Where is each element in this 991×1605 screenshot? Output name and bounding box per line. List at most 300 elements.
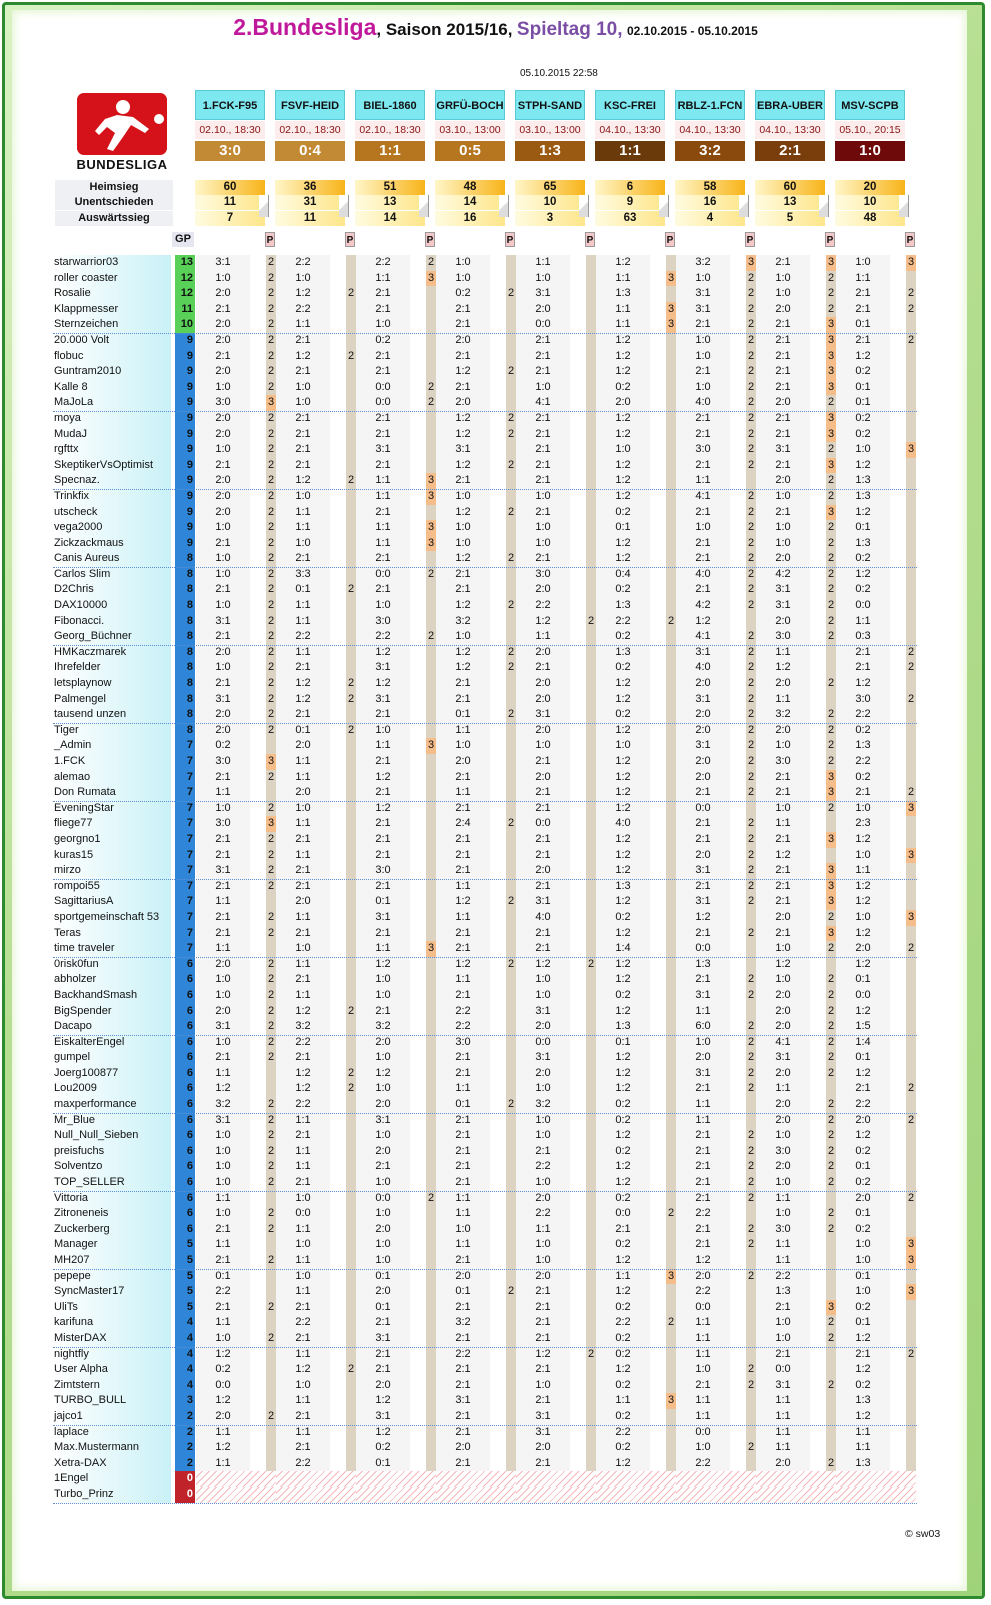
tip-points <box>266 1269 276 1285</box>
tip-points: 3 <box>826 832 836 848</box>
tip-cell: 1:2 <box>356 770 410 786</box>
empty-tip-cell <box>596 1471 676 1487</box>
tip-cell: 0:2 <box>596 1378 650 1394</box>
tip-points <box>746 1315 756 1331</box>
table-row <box>53 707 917 723</box>
player-points: 8 <box>175 676 195 692</box>
tip-points <box>826 1347 836 1363</box>
tip-cell: 3:1 <box>756 1050 810 1066</box>
tip-points: 3 <box>826 505 836 521</box>
tip-points <box>506 489 516 505</box>
player-name: letsplaynow <box>53 676 171 692</box>
tip-points: 2 <box>826 1175 836 1191</box>
tip-cell: 1:2 <box>596 489 650 505</box>
tip-cell: 1:0 <box>516 988 570 1004</box>
tip-cell: 0:1 <box>596 520 650 536</box>
tip-cell: 2:1 <box>356 1004 410 1020</box>
tip-cell: 3:2 <box>356 1019 410 1035</box>
tip-points <box>666 785 676 801</box>
player-name: Carlos Slim <box>53 567 171 583</box>
tip-points <box>906 879 916 895</box>
tip-cell: 1:0 <box>836 801 890 817</box>
game-name: EBRA-UBER <box>755 90 825 120</box>
player-name: Tiger <box>53 723 171 739</box>
tip-points <box>586 255 596 271</box>
tip-points <box>666 1440 676 1456</box>
tip-cell: 3:1 <box>516 1409 570 1425</box>
tip-cell: 1:1 <box>276 1159 330 1175</box>
tip-points <box>426 551 436 567</box>
tip-cell: 1:2 <box>836 505 890 521</box>
tip-points: 2 <box>266 411 276 427</box>
tip-cell: 2:0 <box>596 395 650 411</box>
tip-cell: 1:1 <box>356 520 410 536</box>
player-points: 2 <box>175 1440 195 1456</box>
tip-cell: 1:0 <box>756 489 810 505</box>
tip-cell: 3:1 <box>676 645 730 661</box>
empty-tip-cell <box>276 1487 356 1503</box>
tip-points <box>586 1409 596 1425</box>
tip-cell: 1:1 <box>276 910 330 926</box>
player-points: 3 <box>175 1393 195 1409</box>
tip-cell: 1:1 <box>356 536 410 552</box>
table-row <box>53 972 917 988</box>
table-row <box>53 536 917 552</box>
tip-points <box>426 442 436 458</box>
tip-points <box>346 785 356 801</box>
tip-cell: 1:0 <box>756 941 810 957</box>
game-name: GRFÜ-BOCH <box>435 90 505 120</box>
fold-corner <box>899 195 909 217</box>
tip-points <box>746 1004 756 1020</box>
tip-points <box>266 738 276 754</box>
tip-points: 3 <box>666 302 676 318</box>
game-date: 04.10., 13:30 <box>675 121 745 139</box>
tip-cell: 2:2 <box>436 1019 490 1035</box>
tip-points: 3 <box>426 271 436 287</box>
tip-cell: 1:2 <box>596 1004 650 1020</box>
update-timestamp: 05.10.2015 22:58 <box>520 68 598 79</box>
tip-cell: 2:1 <box>756 1347 810 1363</box>
tip-points <box>346 1019 356 1035</box>
player-points: 11 <box>175 302 195 318</box>
tip-points: 3 <box>826 427 836 443</box>
tip-cell: 3:1 <box>196 692 250 708</box>
tip-points <box>346 1222 356 1238</box>
game-result: 3:0 <box>195 141 265 161</box>
tip-cell: 1:2 <box>356 801 410 817</box>
table-row <box>53 255 917 271</box>
tip-points <box>346 926 356 942</box>
tip-points <box>266 1393 276 1409</box>
tip-cell: 2:1 <box>356 505 410 521</box>
table-row <box>53 1425 917 1441</box>
tip-cell: 2:0 <box>436 395 490 411</box>
player-points: 8 <box>175 629 195 645</box>
table-row <box>53 1019 917 1035</box>
tip-points <box>586 1440 596 1456</box>
tip-cell: 2:2 <box>436 1347 490 1363</box>
tip-cell: 2:3 <box>836 816 890 832</box>
tip-points <box>906 317 916 333</box>
tip-points: 2 <box>746 536 756 552</box>
tip-cell: 1:0 <box>676 1362 730 1378</box>
tip-cell: 1:1 <box>756 1081 810 1097</box>
tip-cell: 2:1 <box>196 848 250 864</box>
tip-cell: 2:0 <box>836 941 890 957</box>
tip-points: 3 <box>826 380 836 396</box>
tip-points: 3 <box>426 520 436 536</box>
tip-cell: 2:1 <box>676 926 730 942</box>
player-points: 7 <box>175 863 195 879</box>
tip-cell: 1:2 <box>756 957 810 973</box>
tip-cell: 1:0 <box>356 1237 410 1253</box>
tip-cell: 2:1 <box>516 1393 570 1409</box>
table-row <box>53 489 917 505</box>
tip-points: 2 <box>266 910 276 926</box>
tip-points: 2 <box>746 863 756 879</box>
tip-points <box>586 395 596 411</box>
tip-cell: 1:1 <box>436 1191 490 1207</box>
group-separator <box>53 567 917 568</box>
tip-cell: 0:1 <box>836 1206 890 1222</box>
tip-cell: 2:1 <box>436 1253 490 1269</box>
tip-points <box>346 536 356 552</box>
tip-cell: 3:1 <box>676 1066 730 1082</box>
player-points: 6 <box>175 1081 195 1097</box>
tip-points <box>426 645 436 661</box>
player-points: 6 <box>175 1113 195 1129</box>
table-row <box>53 1004 917 1020</box>
tip-cell: 1:3 <box>596 286 650 302</box>
tip-cell: 2:0 <box>516 1269 570 1285</box>
tip-points <box>906 536 916 552</box>
draw-count: 13 <box>755 195 825 210</box>
tip-points <box>506 1144 516 1160</box>
tip-points <box>666 863 676 879</box>
player-points: 2 <box>175 1425 195 1441</box>
tip-points <box>586 302 596 318</box>
tip-points: 2 <box>266 1409 276 1425</box>
player-points: 9 <box>175 442 195 458</box>
tip-points <box>586 738 596 754</box>
tip-points <box>506 1269 516 1285</box>
tip-cell: 0:2 <box>836 723 890 739</box>
tip-points <box>506 879 516 895</box>
tip-cell: 1:1 <box>196 1315 250 1331</box>
tip-points <box>346 645 356 661</box>
tip-cell: 3:0 <box>756 1222 810 1238</box>
tip-points: 2 <box>346 286 356 302</box>
tip-points: 2 <box>746 785 756 801</box>
tip-cell: 2:1 <box>356 926 410 942</box>
tip-points <box>426 1409 436 1425</box>
tip-points <box>346 395 356 411</box>
tip-cell: 2:1 <box>436 302 490 318</box>
tip-points: 2 <box>826 972 836 988</box>
tip-points <box>426 411 436 427</box>
tip-cell: 2:1 <box>436 770 490 786</box>
tip-cell: 1:2 <box>596 458 650 474</box>
tip-cell: 2:0 <box>756 1159 810 1175</box>
tip-points <box>666 1378 676 1394</box>
tip-cell: 3:0 <box>196 395 250 411</box>
tip-cell: 1:0 <box>276 1191 330 1207</box>
player-name: 1Engel <box>53 1471 171 1487</box>
tip-points <box>346 317 356 333</box>
tip-cell: 3:1 <box>516 1050 570 1066</box>
tip-points <box>666 1456 676 1472</box>
tip-cell: 1:0 <box>436 629 490 645</box>
tip-points <box>426 816 436 832</box>
player-name: UliTs <box>53 1300 171 1316</box>
tip-cell: 2:1 <box>756 832 810 848</box>
player-points: 7 <box>175 754 195 770</box>
table-row <box>53 598 917 614</box>
table-row <box>53 349 917 365</box>
tip-points: 2 <box>906 645 916 661</box>
player-points: 9 <box>175 473 195 489</box>
tip-cell: 2:1 <box>516 364 570 380</box>
table-row <box>53 1331 917 1347</box>
tip-points <box>506 723 516 739</box>
tip-cell: 2:1 <box>276 333 330 349</box>
tip-points <box>666 629 676 645</box>
tip-points <box>666 770 676 786</box>
tip-cell: 1:2 <box>836 957 890 973</box>
tip-cell: 2:0 <box>516 1066 570 1082</box>
tip-points: 2 <box>746 988 756 1004</box>
tip-points: 2 <box>746 505 756 521</box>
tip-points: 2 <box>906 1191 916 1207</box>
tip-points <box>666 1050 676 1066</box>
tip-cell: 2:0 <box>756 551 810 567</box>
player-points: 6 <box>175 1066 195 1082</box>
tip-cell: 2:2 <box>836 754 890 770</box>
tip-points <box>666 1019 676 1035</box>
tip-cell: 1:2 <box>596 848 650 864</box>
tip-points <box>266 1378 276 1394</box>
table-row <box>53 770 917 786</box>
tip-cell: 2:0 <box>356 1378 410 1394</box>
tip-cell: 0:2 <box>836 1144 890 1160</box>
tip-cell: 0:1 <box>596 1035 650 1051</box>
tip-cell: 4:0 <box>676 567 730 583</box>
tip-cell: 1:0 <box>516 536 570 552</box>
tip-points <box>746 1206 756 1222</box>
tip-cell: 1:2 <box>756 848 810 864</box>
tip-points <box>426 333 436 349</box>
tip-points: 2 <box>266 349 276 365</box>
tip-points: 2 <box>506 286 516 302</box>
tip-points <box>506 629 516 645</box>
tip-points: 2 <box>746 302 756 318</box>
player-name: tausend unzen <box>53 707 171 723</box>
tip-cell: 1:2 <box>596 551 650 567</box>
tip-cell: 1:1 <box>196 1237 250 1253</box>
fold-corner <box>419 195 429 217</box>
table-row <box>53 286 917 302</box>
away-win-count: 11 <box>275 211 345 226</box>
group-separator <box>53 1503 917 1504</box>
tip-points <box>906 894 916 910</box>
tip-cell: 2:1 <box>436 1175 490 1191</box>
empty-tip-cell <box>756 1471 836 1487</box>
tip-cell: 2:1 <box>836 1081 890 1097</box>
tip-cell: 0:1 <box>836 380 890 396</box>
tip-cell: 2:0 <box>756 614 810 630</box>
tip-points <box>426 1315 436 1331</box>
tip-cell: 2:1 <box>516 427 570 443</box>
tip-cell: 3:0 <box>836 692 890 708</box>
tip-cell: 2:1 <box>516 505 570 521</box>
player-name: Canis Aureus <box>53 551 171 567</box>
tip-points <box>586 333 596 349</box>
tip-points <box>906 1315 916 1331</box>
tip-points <box>426 692 436 708</box>
fold-corner <box>339 195 349 217</box>
tip-points: 2 <box>266 676 276 692</box>
tip-cell: 2:1 <box>676 458 730 474</box>
tip-points <box>506 395 516 411</box>
tip-points <box>906 1300 916 1316</box>
tip-points: 3 <box>826 333 836 349</box>
tip-cell: 2:0 <box>276 738 330 754</box>
tip-cell: 1:1 <box>276 1284 330 1300</box>
tip-points: 2 <box>746 271 756 287</box>
tip-points: 3 <box>906 442 916 458</box>
tip-cell: 2:0 <box>356 1284 410 1300</box>
tip-cell: 1:0 <box>196 1035 250 1051</box>
tip-cell: 1:2 <box>356 1393 410 1409</box>
tip-points <box>906 629 916 645</box>
tip-cell: 1:2 <box>276 1362 330 1378</box>
tip-cell: 2:1 <box>756 427 810 443</box>
tip-points: 2 <box>746 754 756 770</box>
tip-points <box>826 1440 836 1456</box>
group-separator <box>53 1425 917 1426</box>
tip-points <box>906 738 916 754</box>
group-separator <box>53 879 917 880</box>
tip-cell: 1:2 <box>836 676 890 692</box>
tip-cell: 2:2 <box>356 255 410 271</box>
tip-points: 2 <box>746 364 756 380</box>
tip-points <box>426 1206 436 1222</box>
tip-cell: 1:0 <box>356 1253 410 1269</box>
tip-points <box>826 816 836 832</box>
tip-cell: 1:0 <box>676 349 730 365</box>
player-points: 12 <box>175 271 195 287</box>
tip-cell: 2:0 <box>756 910 810 926</box>
group-separator <box>53 489 917 490</box>
tip-cell: 2:1 <box>516 754 570 770</box>
tip-points <box>586 723 596 739</box>
tip-points: 2 <box>266 380 276 396</box>
tip-points: 2 <box>746 1191 756 1207</box>
player-name: Specnaz. <box>53 473 171 489</box>
player-name: BackhandSmash <box>53 988 171 1004</box>
tip-points <box>426 1175 436 1191</box>
tip-cell: 1:2 <box>356 957 410 973</box>
tip-points: 2 <box>266 988 276 1004</box>
tip-cell: 1:1 <box>436 910 490 926</box>
tip-points <box>906 1159 916 1175</box>
tip-cell: 1:2 <box>276 349 330 365</box>
tip-cell: 1:0 <box>276 271 330 287</box>
tip-points: 2 <box>266 286 276 302</box>
game-date: 05.10., 20:15 <box>835 121 905 139</box>
game-name: RBLZ-1.FCN <box>675 90 745 120</box>
player-points: 9 <box>175 520 195 536</box>
tip-cell: 1:1 <box>676 1004 730 1020</box>
tip-cell: 1:4 <box>596 941 650 957</box>
tip-points: 2 <box>826 707 836 723</box>
tip-cell: 2:0 <box>676 1269 730 1285</box>
tip-cell: 1:1 <box>436 785 490 801</box>
tip-cell: 0:0 <box>756 1362 810 1378</box>
tip-points <box>426 676 436 692</box>
tip-points: 2 <box>746 848 756 864</box>
tip-points <box>426 364 436 380</box>
player-name: Zimtstern <box>53 1378 171 1394</box>
tip-points <box>346 1035 356 1051</box>
tip-cell: 1:2 <box>596 473 650 489</box>
tip-points <box>426 1378 436 1394</box>
tip-cell: 1:1 <box>756 692 810 708</box>
tip-cell: 0:2 <box>596 380 650 396</box>
tip-points <box>506 692 516 708</box>
table-row <box>53 1300 917 1316</box>
tip-cell: 1:0 <box>436 738 490 754</box>
tip-points: 2 <box>746 676 756 692</box>
tip-cell: 1:0 <box>356 988 410 1004</box>
tip-cell: 1:2 <box>836 1409 890 1425</box>
tip-points <box>426 1331 436 1347</box>
tip-cell: 2:1 <box>356 754 410 770</box>
tip-cell: 1:2 <box>596 754 650 770</box>
tip-cell: 0:0 <box>276 1206 330 1222</box>
empty-tip-cell <box>756 1487 836 1503</box>
tip-cell: 1:0 <box>196 1144 250 1160</box>
tip-cell: 3:1 <box>516 286 570 302</box>
table-row <box>53 1191 917 1207</box>
tip-points <box>586 1159 596 1175</box>
table-row <box>53 660 917 676</box>
tip-points <box>426 957 436 973</box>
tip-points <box>586 676 596 692</box>
tip-cell: 1:1 <box>836 271 890 287</box>
matchday-label: Spieltag 10, <box>516 19 623 40</box>
tip-points <box>266 941 276 957</box>
tip-points <box>586 1050 596 1066</box>
tip-points: 2 <box>826 801 836 817</box>
tip-points <box>506 910 516 926</box>
tip-cell: 1:0 <box>196 380 250 396</box>
tip-cell: 2:1 <box>276 926 330 942</box>
tip-cell: 2:0 <box>676 676 730 692</box>
tip-cell: 2:1 <box>516 832 570 848</box>
tip-points: 2 <box>266 567 276 583</box>
tip-cell: 2:0 <box>196 427 250 443</box>
game-name: FSVF-HEID <box>275 90 345 120</box>
player-name: starwarrior03 <box>53 255 171 271</box>
tip-cell: 1:1 <box>276 317 330 333</box>
tip-cell: 1:1 <box>436 1237 490 1253</box>
tip-points: 2 <box>826 598 836 614</box>
tip-points: 2 <box>826 473 836 489</box>
table-row <box>53 1113 917 1129</box>
player-name: 20.000 Volt <box>53 333 171 349</box>
